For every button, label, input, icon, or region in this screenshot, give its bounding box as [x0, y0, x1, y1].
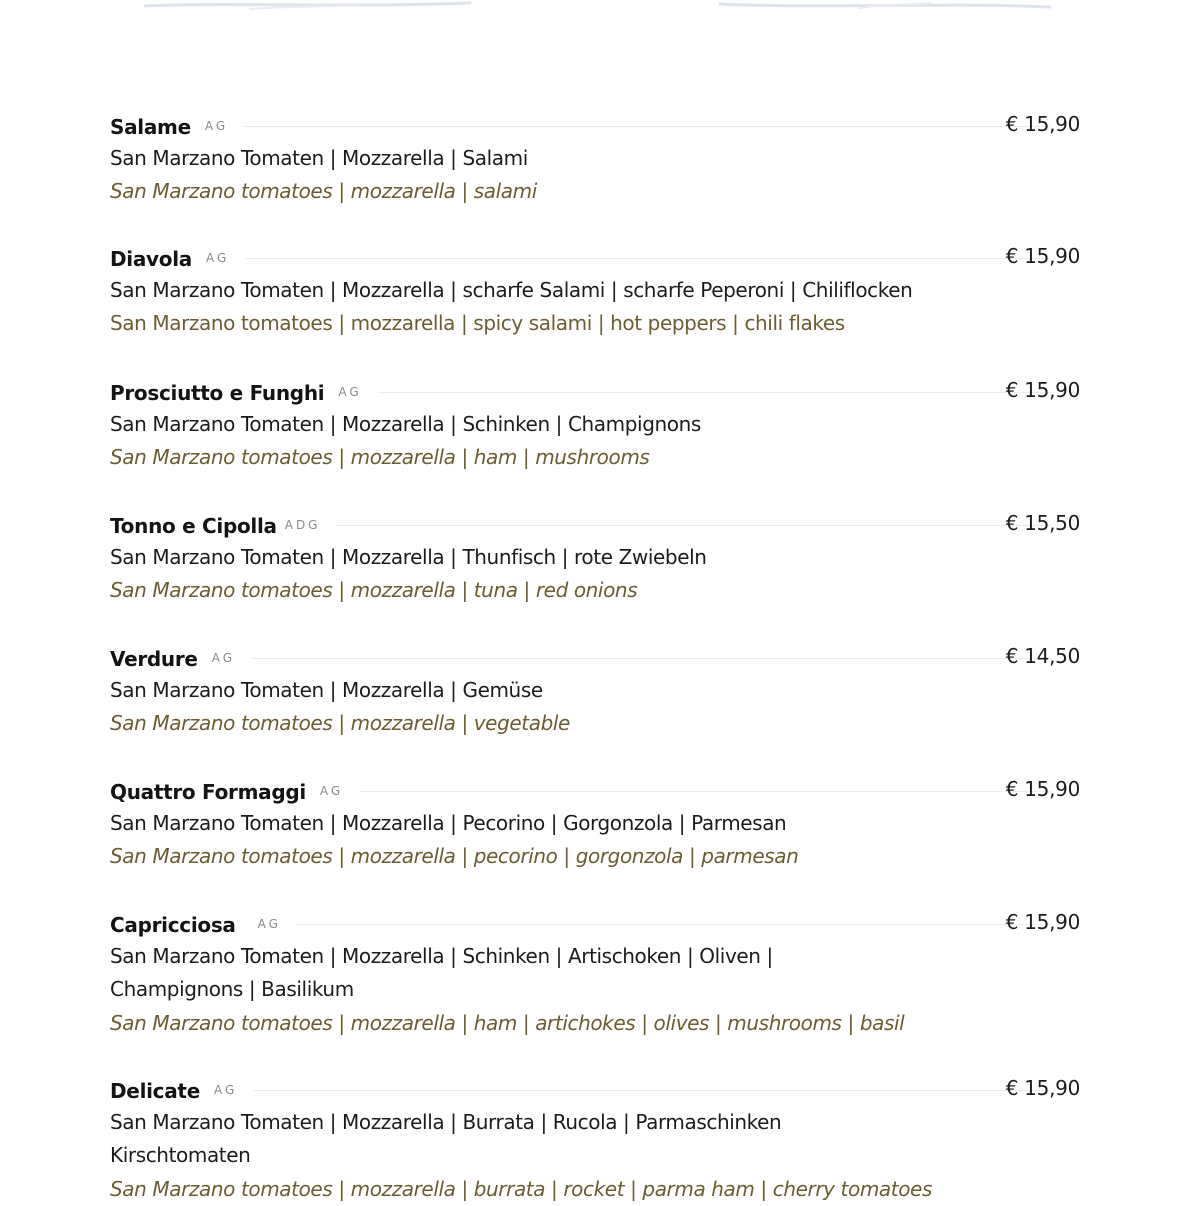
description-german: San Marzano Tomaten | Mozzarella | Schinken | Champignons [110, 412, 701, 436]
menu-item-name: Tonno e Cipolla [110, 514, 277, 538]
dotted-leader [359, 791, 1051, 792]
menu-item-delicate [110, 1076, 1085, 1206]
menu-item-price: € 15,50 [1005, 511, 1080, 535]
dotted-leader [378, 392, 1051, 393]
description-english: San Marzano tomatoes | mozzarella | spicy salami | hot peppers | chili flakes [110, 311, 845, 336]
menu-item-tonno-e-cipolla [110, 511, 1085, 608]
menu-item-price: € 14,50 [1005, 644, 1080, 668]
description-english: San Marzano tomatoes | mozzarella | salami [110, 179, 537, 204]
dotted-leader [336, 525, 1051, 526]
menu-item-title-row [110, 1076, 1085, 1106]
description-german: San Marzano Tomaten | Mozzarella | scharfe Salami | scharfe Peperoni | Chiliflocken [110, 278, 913, 302]
menu-item-price: € 15,90 [1005, 244, 1080, 268]
description-german: San Marzano Tomaten | Mozzarella | Salami [110, 146, 528, 170]
description-german: San Marzano Tomaten | Mozzarella | Schinken | Artischoken | Oliven | Champignons | Basilikum [110, 944, 773, 1002]
allergen-codes: ADG [284, 518, 321, 532]
dotted-leader [251, 658, 1051, 659]
menu-item-name: Salame [110, 115, 191, 139]
description-german: San Marzano Tomaten | Mozzarella | Gemüse [110, 678, 543, 702]
description-english: San Marzano tomatoes | mozzarella | tuna | red onions [110, 578, 638, 603]
menu-item-name: Capricciosa [110, 913, 236, 937]
description-german: San Marzano Tomaten | Mozzarella | Thunfisch | rote Zwiebeln [110, 545, 707, 569]
menu-item-name: Delicate [110, 1079, 200, 1103]
menu-item-salame [110, 112, 1085, 209]
menu-item-name: Prosciutto e Funghi [110, 381, 325, 405]
menu-item-title-row [110, 244, 1085, 274]
description-english: San Marzano tomatoes | mozzarella | vegetable [110, 711, 570, 736]
menu-item-price: € 15,90 [1005, 112, 1080, 136]
allergen-codes: AG [213, 1083, 238, 1097]
menu-item-capricciosa [110, 910, 1085, 1040]
description-english: San Marzano tomatoes | mozzarella | pecorino | gorgonzola | parmesan [110, 844, 799, 869]
description-english: San Marzano tomatoes | mozzarella | burrata | rocket | parma ham | cherry tomatoes [110, 1176, 932, 1201]
allergen-codes: AG [204, 119, 229, 133]
dotted-leader [297, 924, 1051, 925]
menu-item-name: Diavola [110, 247, 192, 271]
menu-item-quattro-formaggi [110, 777, 1085, 874]
menu-item-name: Verdure [110, 647, 198, 671]
allergen-codes: AG [257, 917, 281, 931]
allergen-codes: AG [338, 385, 362, 399]
menu-item-price: € 15,90 [1005, 910, 1080, 934]
dotted-leader [253, 1090, 1051, 1091]
menu-item-diavola [110, 244, 1085, 341]
menu-item-title-row [110, 777, 1085, 807]
description-english: San Marzano tomatoes | mozzarella | ham | mushrooms [110, 445, 650, 470]
menu-item-title-row [110, 644, 1085, 674]
menu-item-price: € 15,90 [1005, 777, 1080, 801]
menu-item-title-row [110, 910, 1085, 940]
description-german: San Marzano Tomaten | Mozzarella | Burrata | Rucola | Parmaschinken Kirschtomaten [110, 1110, 782, 1168]
menu-item-verdure [110, 644, 1085, 741]
menu-item-title-row [110, 511, 1085, 541]
dotted-leader [244, 126, 1051, 127]
allergen-codes: AG [319, 784, 344, 798]
allergen-codes: AG [211, 651, 235, 665]
menu-item-price: € 15,90 [1005, 1076, 1080, 1100]
allergen-codes: AG [205, 251, 230, 265]
description-german: San Marzano Tomaten | Mozzarella | Pecorino | Gorgonzola | Parmesan [110, 811, 787, 835]
description-english: San Marzano tomatoes | mozzarella | ham | artichokes | olives | mushrooms | basil [110, 1010, 905, 1035]
menu-item-price: € 15,90 [1005, 378, 1080, 402]
menu-item-title-row [110, 378, 1085, 408]
menu-item-title-row [110, 112, 1085, 142]
menu-item-name: Quattro Formaggi [110, 780, 306, 804]
dotted-leader [245, 258, 1051, 259]
menu-item-prosciutto-e-funghi [110, 378, 1085, 475]
